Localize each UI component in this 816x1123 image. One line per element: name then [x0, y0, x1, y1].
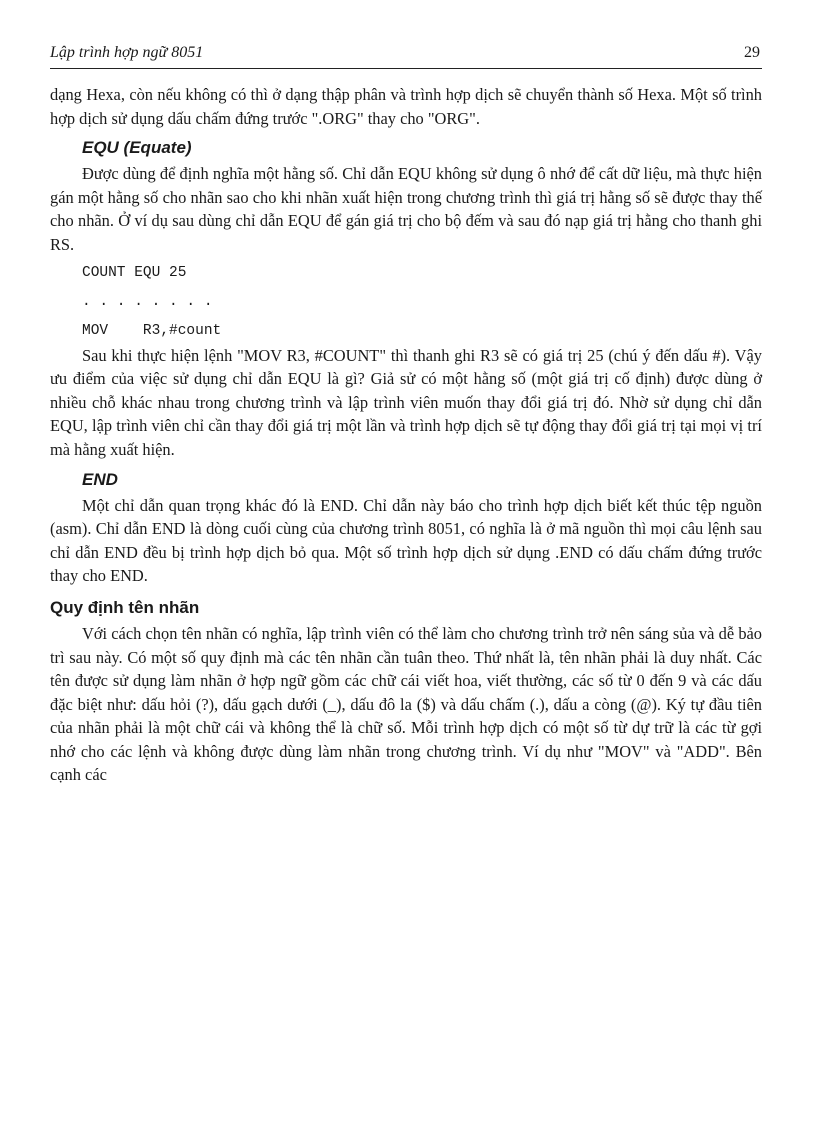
book-page [50, 36, 762, 787]
equ-heading: EQU (Equate) [82, 138, 192, 158]
end-heading: END [82, 469, 118, 489]
code-line-count-equ: COUNT EQU 25 [82, 264, 187, 281]
paragraph-label-rules: Với cách chọn tên nhãn có nghĩa, lập trình viên có thể làm cho chương trình trở nên sáng sủa và dễ bảo trì sau này. Có một số quy định mà các tên nhãn cần tuân theo. Thứ nhất là, tên nhãn phải là duy nhất. Các tên được sử dụng làm nhãn ở hợp ngữ gồm các chữ cái viết hoa, viết thường, các số từ 0 đến 9 và các dấu đặc biệt như: dấu hỏi (?), dấu gạch dưới (_), dấu đô la ($) và dấu chấm (.), dấu a còng (@). Ký tự đầu tiên của nhãn phải là một chữ cái và không thể là chữ số. Mỗi trình hợp dịch có một số từ dự trữ là các từ gợi nhớ cho các lệnh và không được dùng làm nhãn trong chương trình. Ví dụ như "MOV" và "ADD". Bên cạnh các [50, 623, 762, 785]
paragraph-intro: dạng Hexa, còn nếu không có thì ở dạng thập phân và trình hợp dịch sẽ chuyển thành số Hexa. Một số trình hợp dịch sử dụng dấu chấm đứng trước ".ORG" thay cho "ORG". [50, 85, 762, 128]
paragraph-end-directive: Một chỉ dẫn quan trọng khác đó là END. Chỉ dẫn này báo cho trình hợp dịch biết kết thúc tệp nguồn (asm). Chỉ dẫn END là dòng cuối cùng của chương trình 8051, có nghĩa là ở mã nguồn thì mọi câu lệnh sau chỉ dẫn END đều bị trình hợp dịch bỏ qua. Một số trình hợp dịch sử dụng .END có dấu chấm đứng trước thay cho END. [50, 495, 762, 586]
page-number: 29 [744, 44, 760, 61]
label-rules-heading: Quy định tên nhãn [50, 597, 200, 617]
code-line-ellipsis: . . . . . . . . [82, 293, 213, 310]
paragraph-equ-advantage: Sau khi thực hiện lệnh "MOV R3, #COUNT" thì thanh ghi R3 sẽ có giá trị 25 (chú ý đến dấu #). Vậy ưu điểm của việc sử dụng chỉ dẫn EQU là gì? Giả sử có một hằng số (một giá trị cố định) được dùng ở nhiều chỗ khác nhau trong chương trình và lập trình viên muốn thay đổi giá trị đó. Nhờ sử dụng chỉ dẫn EQU, lập trình viên chỉ cần thay đổi giá trị một lần và trình hợp dịch sẽ tự động thay đổi giá trị tại mọi vị trí mà hằng xuất hiện. [50, 345, 762, 459]
running-title: Lập trình hợp ngữ 8051 [50, 44, 204, 61]
paragraph-equ-definition: Được dùng để định nghĩa một hằng số. Chỉ dẫn EQU không sử dụng ô nhớ để cất dữ liệu, mà thực hiện gán một hằng số cho nhãn sao cho khi nhãn xuất hiện trong chương trình thì giá trị hằng số sẽ được thay thế cho nhãn. Ở ví dụ sau dùng chỉ dẫn EQU để gán giá trị cho bộ đếm và sau đó nạp giá trị hằng cho thanh ghi RS. [50, 164, 762, 254]
page-header [50, 36, 762, 69]
code-line-mov: MOV R3,#count [82, 322, 222, 339]
